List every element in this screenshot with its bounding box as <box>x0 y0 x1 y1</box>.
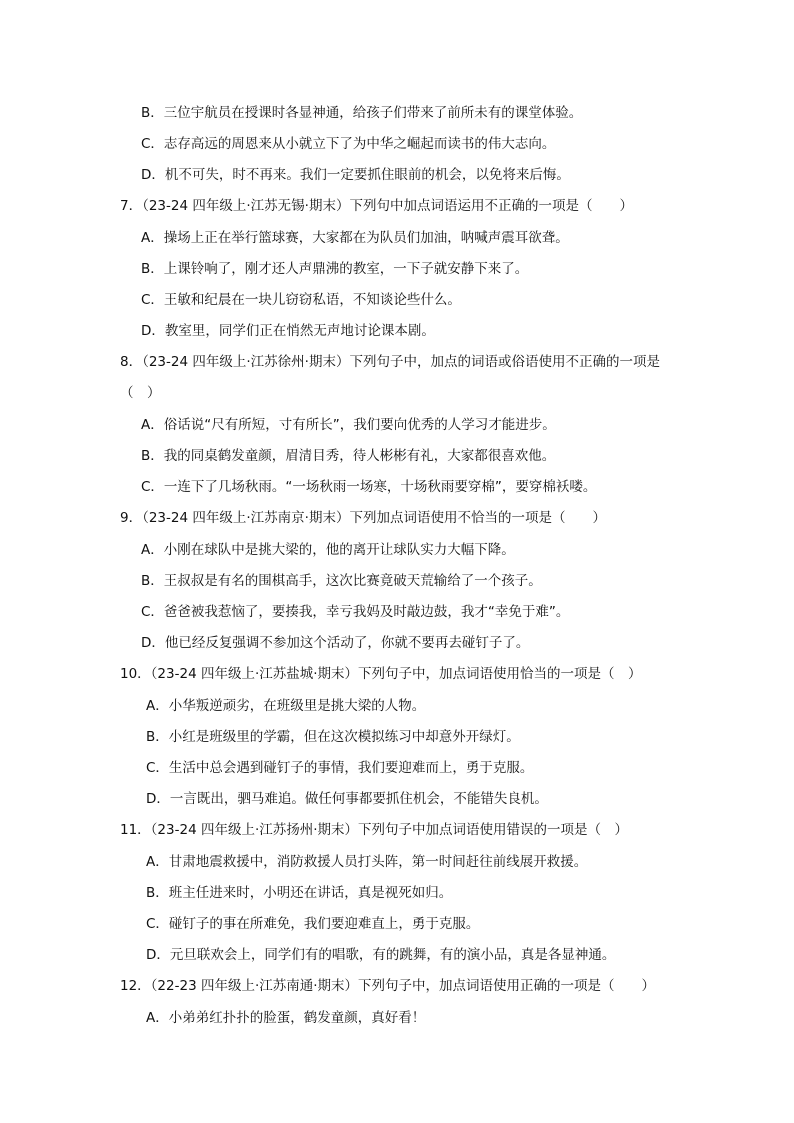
option-a: A．小刚在球队中是挑大梁的，他的离开让球队实力大幅下降。 <box>141 542 515 558</box>
option-d: D．他已经反复强调不参加这个活动了，你就不要再去碰钉子了。 <box>141 635 530 651</box>
option-c: C．志存高远的周恩来从小就立下了为中华之崛起而读书的伟大志向。 <box>141 136 556 152</box>
option-b: B．我的同桌鹤发童颜，眉清目秀，待人彬彬有礼，大家都很喜欢他。 <box>141 448 556 464</box>
option-c: C．爸爸被我惹恼了，要揍我，幸亏我妈及时敲边鼓，我才“幸免于难”。 <box>141 604 570 620</box>
option-b: B．三位宇航员在授课时各显神通，给孩子们带来了前所未有的课堂体验。 <box>141 105 583 121</box>
option-b: B．班主任进来时，小明还在讲话，真是视死如归。 <box>146 885 453 901</box>
question-10: 10．（23-24 四年级上·江苏盐城·期末）下列句子中，加点词语使用恰当的一项是（ ） <box>120 666 642 682</box>
option-d: D．机不可失，时不再来。我们一定要抓住眼前的机会，以免将来后悔。 <box>141 167 570 183</box>
question-8: 8．（23-24 四年级上·江苏徐州·期末）下列句子中，加点的词语或俗语使用不正确的一项是 <box>120 354 660 370</box>
option-c: C．生活中总会遇到碰钉子的事情，我们要迎难而上，勇于克服。 <box>146 760 534 776</box>
option-d: D．一言既出，驷马难追。做任何事都要抓住机会，不能错失良机。 <box>146 791 548 807</box>
option-a: A．甘肃地震救援中，消防救援人员打头阵，第一时间赶往前线展开救援。 <box>146 854 588 870</box>
option-a: A．小华叛逆顽劣，在班级里是挑大梁的人物。 <box>146 698 426 714</box>
option-a: A．小弟弟红扑扑的脸蛋，鹤发童颜，真好看！ <box>146 1010 426 1026</box>
option-c: C．碰钉子的事在所难免，我们要迎难直上，勇于克服。 <box>146 916 480 932</box>
question-12: 12．（22-23 四年级上·江苏南通·期末）下列句子中，加点词语使用正确的一项是（ ） <box>120 978 656 994</box>
option-a: A．俗话说“尺有所短，寸有所长”，我们要向优秀的人学习才能进步。 <box>141 417 556 433</box>
option-d: D．元旦联欢会上，同学们有的唱歌，有的跳舞，有的演小品，真是各显神通。 <box>146 947 616 963</box>
option-d: D．教室里，同学们正在悄然无声地讨论课本剧。 <box>141 323 435 339</box>
option-b: B．王叔叔是有名的围棋高手，这次比赛竟破天荒输给了一个孩子。 <box>141 573 542 589</box>
option-b: B．小红是班级里的学霸，但在这次模拟练习中却意外开绿灯。 <box>146 729 520 745</box>
option-c: C．王敏和纪晨在一块儿窃窃私语，不知谈论些什么。 <box>141 292 461 308</box>
option-c: C．一连下了几场秋雨。“一场秋雨一场寒，十场秋雨要穿棉”，要穿棉袄喽。 <box>141 479 597 495</box>
question-8-bracket: （ ） <box>120 385 161 401</box>
question-9: 9．（23-24 四年级上·江苏南京·期末）下列加点词语使用不恰当的一项是（ ） <box>120 510 606 526</box>
question-7: 7．（23-24 四年级上·江苏无锡·期末）下列句中加点词语运用不正确的一项是（ ） <box>120 198 633 214</box>
option-a: A．操场上正在举行篮球赛，大家都在为队员们加油，呐喊声震耳欲聋。 <box>141 230 569 246</box>
option-b: B．上课铃响了，刚才还人声鼎沸的教室，一下子就安静下来了。 <box>141 261 529 277</box>
question-11: 11．（23-24 四年级上·江苏扬州·期末）下列句子中加点词语使用错误的一项是（ ） <box>120 822 629 838</box>
